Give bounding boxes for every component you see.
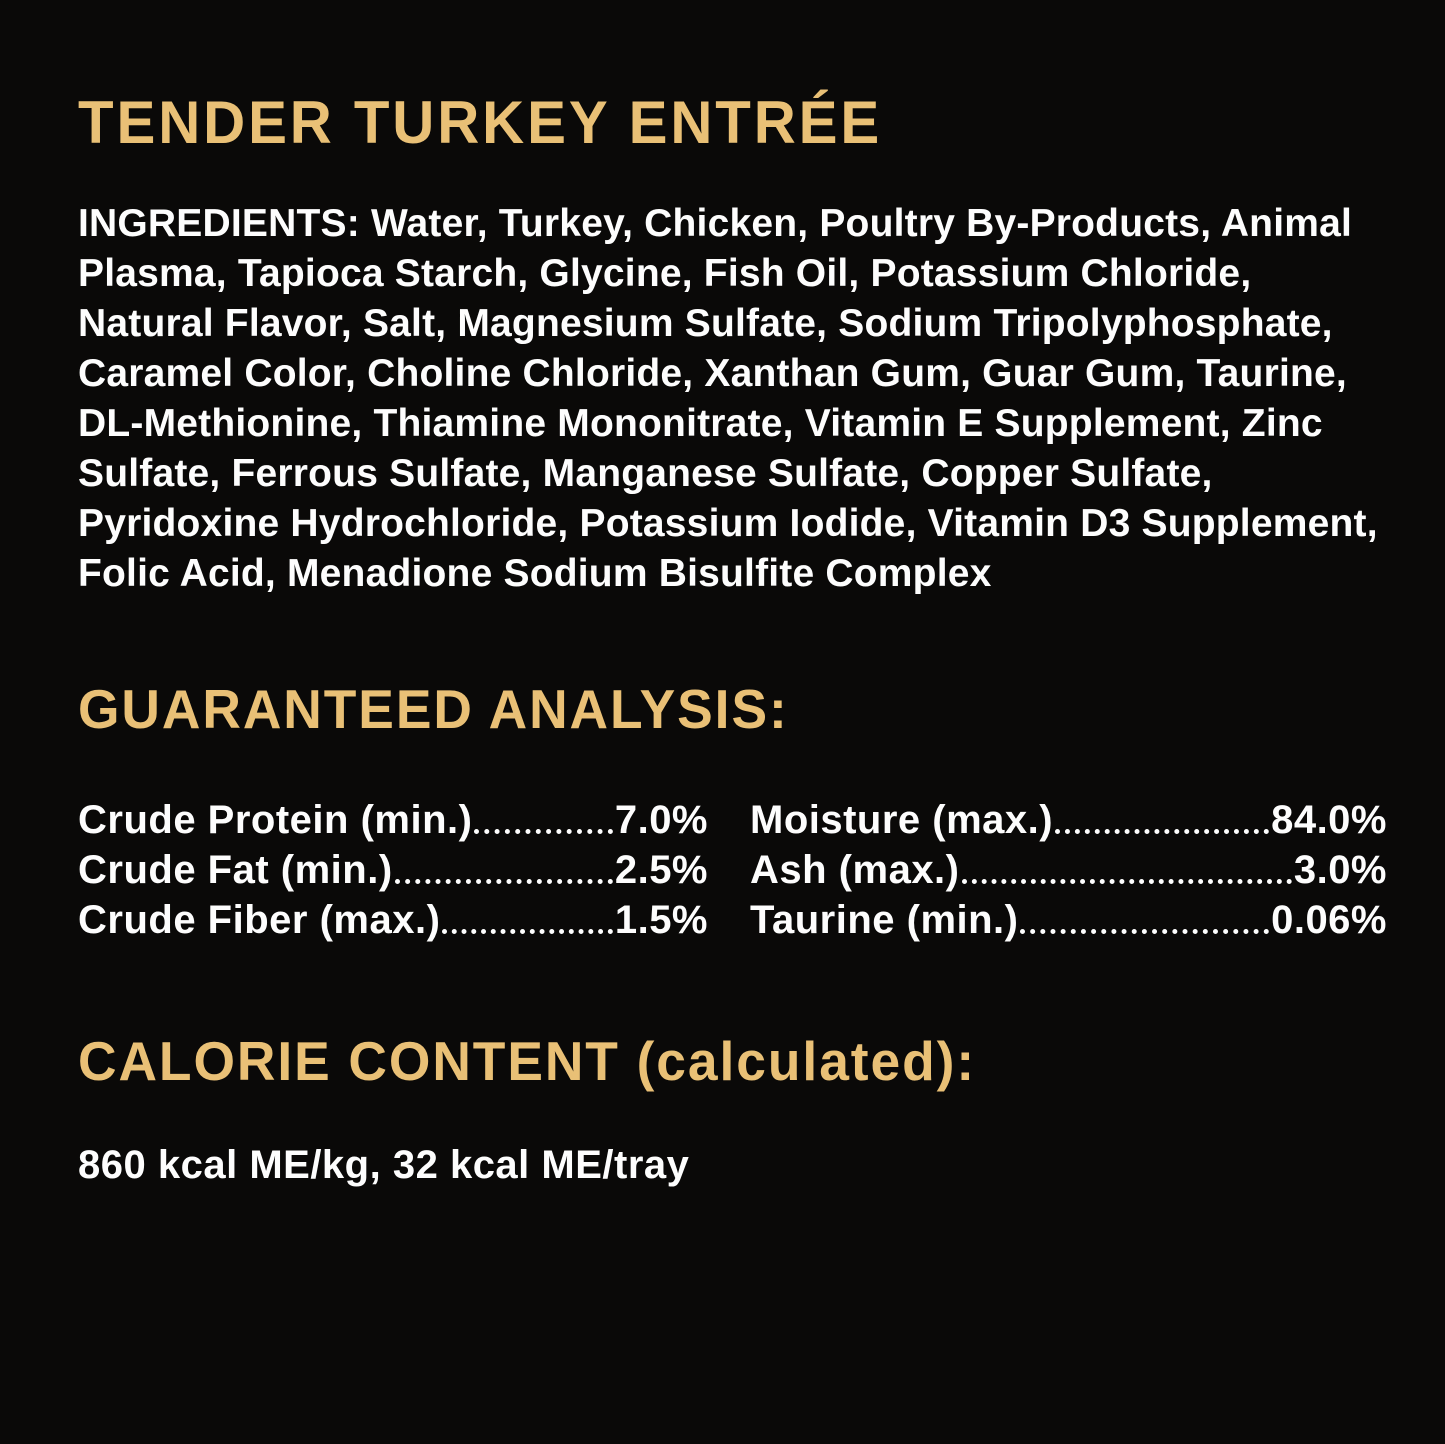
dot-leader xyxy=(474,829,612,834)
calorie-content-heading: CALORIE CONTENT (calculated): xyxy=(78,1030,977,1092)
analysis-row-moisture xyxy=(750,793,1387,843)
analysis-row-ash xyxy=(750,843,1387,893)
analysis-label: Crude Fat (min.) xyxy=(78,848,393,892)
analysis-row-taurine xyxy=(750,893,1387,943)
analysis-value: 0.06% xyxy=(1271,898,1387,942)
dot-leader xyxy=(1055,829,1269,834)
analysis-label: Ash (max.) xyxy=(750,848,960,892)
analysis-column-left xyxy=(78,793,708,943)
analysis-value: 2.5% xyxy=(614,848,708,892)
analysis-row-crude-protein xyxy=(78,793,708,843)
analysis-label: Moisture (max.) xyxy=(750,798,1054,842)
analysis-column-right xyxy=(750,793,1387,943)
ingredients-paragraph xyxy=(78,199,1387,599)
dot-leader xyxy=(1020,929,1269,934)
dot-leader xyxy=(962,879,1292,884)
analysis-value: 7.0% xyxy=(614,798,708,842)
analysis-row-crude-fat xyxy=(78,843,708,893)
analysis-value: 84.0% xyxy=(1271,798,1387,842)
dot-leader xyxy=(395,879,613,884)
guaranteed-analysis-heading: GUARANTEED ANALYSIS: xyxy=(78,678,789,740)
analysis-value: 1.5% xyxy=(614,898,708,942)
calorie-content-value: 860 kcal ME/kg, 32 kcal ME/tray xyxy=(78,1143,690,1187)
analysis-label: Crude Protein (min.) xyxy=(78,798,473,842)
analysis-label: Crude Fiber (max.) xyxy=(78,898,441,942)
guaranteed-analysis-table xyxy=(78,793,1387,943)
analysis-label: Taurine (min.) xyxy=(750,898,1019,942)
analysis-row-crude-fiber xyxy=(78,893,708,943)
ingredients-text: Water, Turkey, Chicken, Poultry By-Products, Animal Plasma, Tapioca Starch, Glycine, Fish Oil, Potassium Chloride, Natural Flavor, Salt, Magnesium Sulfate, Sodium Tripolyphosphate, Caramel Color, Choline Chloride, Xanthan Gum, Guar Gum, Taurine, DL-Methionine, Thiamine Mononitrate, Vitamin E Supplement, Zinc Sulfate, Ferrous Sulfate, Manganese Sulfate, Copper Sulfate, Pyridoxine Hydrochloride, Potassium Iodide, Vitamin D3 Supplement, Folic Acid, Menadione Sodium Bisulfite Complex xyxy=(78,202,1378,595)
dot-leader xyxy=(442,929,612,934)
product-title: TENDER TURKEY ENTRÉE xyxy=(78,89,883,156)
ingredients-heading: INGREDIENTS: xyxy=(78,202,360,245)
analysis-value: 3.0% xyxy=(1293,848,1387,892)
